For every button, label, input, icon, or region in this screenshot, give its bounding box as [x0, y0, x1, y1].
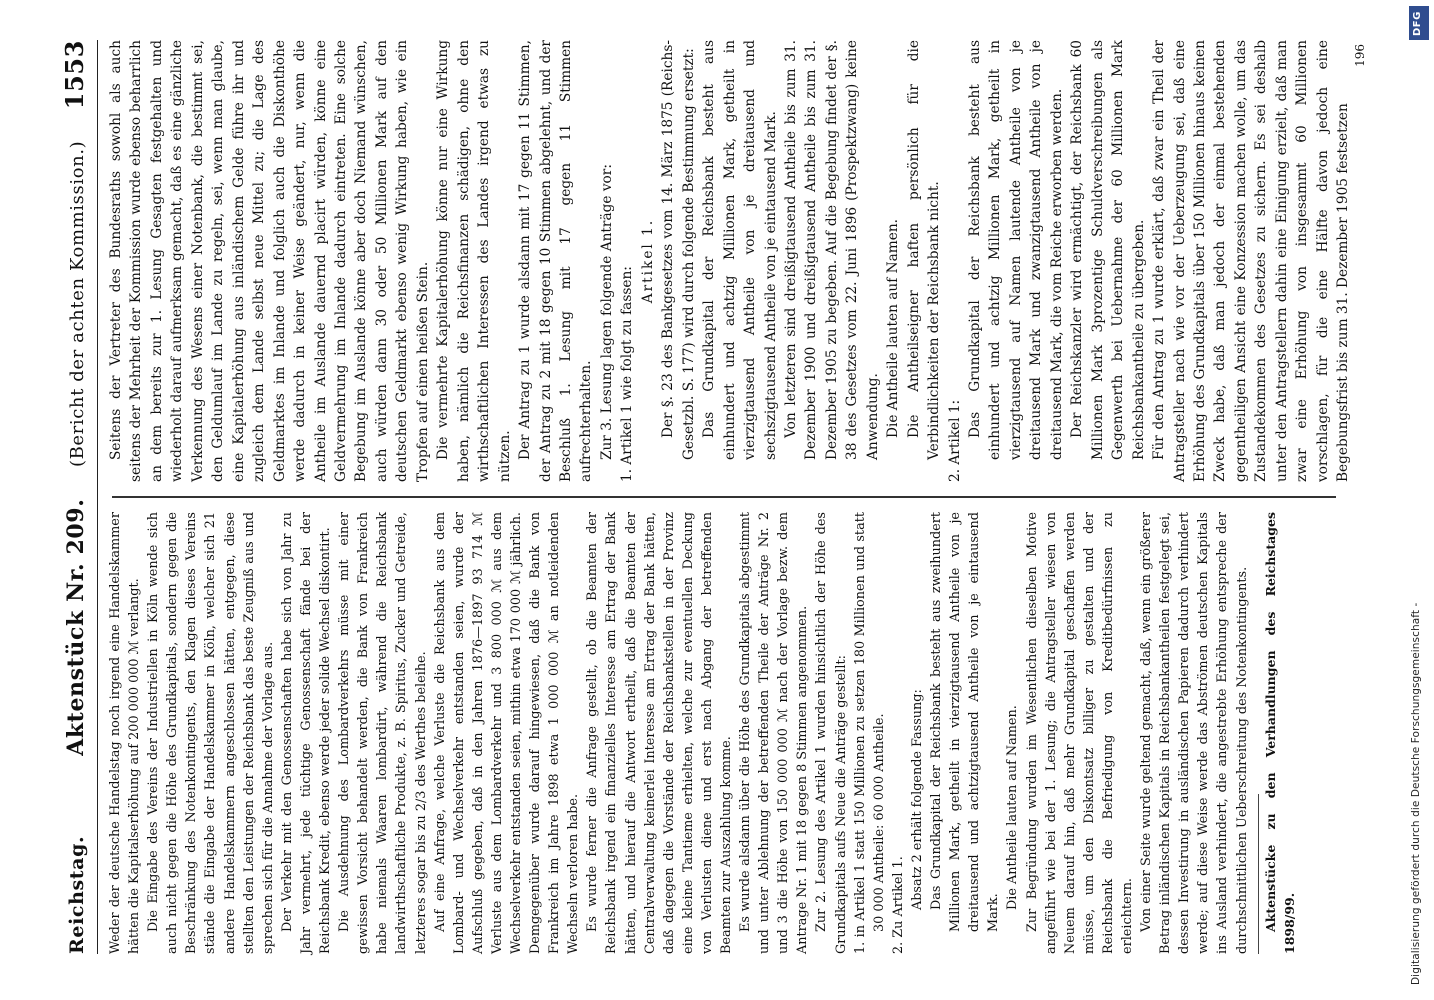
text-columns: [106, 40, 1376, 954]
left-paragraph: Es wurde ferner die Anfrage gestellt, ob die Beamten der Reichsbank irgend ein finanzielles Interesse am Ertrag der Bank hätten, und hierauf die Antwort ertheilt, daß die Beamten der Centralverwaltung keinerlei Interesse am Ertrag der Bank hätten, daß dagegen die Vorstände der Reichsbankstellen in der Provinz eine kleine Tantieme erhielten, welche zur eventuellen Deckung von Verlusten diene und erst nach Abgang der betreffenden Beamten zur Auszahlung komme.: [585, 512, 734, 954]
digitization-margin: [1402, 0, 1434, 1000]
left-sub-paragraph: Die Antheile lauten auf Namen.: [1005, 705, 1021, 910]
page-header: [60, 40, 98, 954]
right-sub-paragraph: Die Antheilseigner haften persönlich für die Verbindlichkeiten der Reichsbank nicht.: [905, 40, 943, 461]
right-list-item: 2. Artikel 1:: [946, 399, 963, 483]
header-left-name: Reichstag.: [66, 835, 88, 954]
left-paragraph: Der Verkehr mit den Genossenschaften habe sich von Jahr zu Jahr vermehrt, jede tüchtige Genossenschaft fände bei der Reichsbank Kredit, ebenso werde jeder solide Wechsel diskontirt.: [279, 512, 334, 954]
footnote-source: Aktenstücke zu den Verhandlungen des Reichstages 1898/99.: [1262, 512, 1297, 954]
left-paragraph: Es wurde alsdann über die Höhe des Grundkapitals abgestimmt und unter Ablehnung der betreffenden Theile der Anträge Nr. 2 und 3 die Höhe von 150 000 000 ℳ nach der Vorlage bezw. dem Antrage Nr. 1 mit 18 gegen 8 Stimmen angenommen.: [738, 512, 811, 954]
right-sub-paragraph: Das Grundkapital der Reichsbank besteht aus einhundert und achtzig Millionen Mark, getheilt in vierzigtausend auf Namen lautende Antheile von je dreitausend Mark und zwanzigtausend Antheile von je dreitausend Mark, die vom Reiche erworben werden.: [967, 40, 1065, 461]
right-sub-paragraph: Von letzteren sind dreißigtausend Antheile bis zum 31. Dezember 1900 und dreißigtausend Antheile bis zum 31. Dezember 1905 zu begeben. Auf die Begebung findet der §. 38 des Gesetzes vom 22. Juni 1896 (Prospektzwang) keine Anwendung.: [782, 40, 881, 461]
header-report-title: (Bericht der achten Kommission.): [67, 140, 88, 468]
left-paragraph: Zur 2. Lesung des Artikel 1 wurden hinsichtlich der Höhe des Grundkapitals aufs Neue die Anträge gestellt:: [814, 512, 849, 954]
left-list-item: 1. in Artikel 1 statt 150 Millionen zu setzen 180 Millionen und statt 30 000 Antheile: 60 000 Antheile.: [852, 512, 887, 954]
right-paragraph: Für den Antrag zu 1 wurde erklärt, daß zwar ein Theil der Antragsteller nach wie vor der Ueberzeugung sei, daß eine Erhöhung des Grundkapitals über 150 Millionen hinaus keinen Zweck habe, daß man jedoch der einmal bestehenden gegentheiligen Ansicht eine Konzession machen wolle, um das Zustandekommen des Gesetzes zu sichern. Es sei deshalb unter den Antragstellern dahin eine Einigung erzielt, daß man zwar eine Erhöhung von insgesammt 60 Millionen vorschlagen, für die eine Hälfte davon jedoch eine Begebungsfrist bis zum 31. Dezember 1905 festsetzen: [1151, 40, 1352, 483]
header-document-id: Aktenstück Nr. 209.: [63, 498, 89, 756]
right-sub-paragraph: Das Grundkapital der Reichsbank besteht aus einhundert und achtzig Millionen Mark, getheilt in vierzigtausend Antheile von je dreitausend und sechszigtausend Antheile von je eintausend Mark.: [701, 40, 779, 461]
left-paragraph: Die Ausdehnung des Lombardverkehrs müsse mit einer gewissen Vorsicht behandelt werden, die Bank von Frankreich habe niemals Waaren lombardirt, während die Reichsbank landwirthschaftliche Produkte, z. B. Spiritus, Zucker und Getreide, letzteres sogar bis zu 2/3 des Werthes beleihe.: [337, 512, 429, 954]
right-sub-paragraph: Die Antheile lauten auf Namen.: [885, 218, 902, 439]
right-paragraph: Seitens der Vertreter des Bundesraths sowohl als auch seitens der Mehrheit der Kommission wurde ebenso beharrlich an dem bereits zur 1. Lesung Gesagten festgehalten und wiederholt darauf aufmerksam gemacht, daß es eine gänzliche Verkennung des Wesens einer Notenbank, die bestimmt sei, den Geldumlauf im Lande zu regeln, sei, wenn man glaube, eine Kapitalerhöhung aus inländischem Gelde führe ihr und zugleich dem Lande selbst neue Mittel zu; die Lage des Geldmarktes im Inlande und folglich auch die Diskonthöhe werde dadurch in keiner Weise geändert, nur, wenn die Antheile im Auslande dauernd placirt würden, könne eine Geldvermehrung im Inlande dadurch eintreten. Eine solche Begebung im Auslande könne aber doch Niemand wünschen, auch würden dann 30 oder 50 Millionen Mark auf den deutschen Geldmarkt ebenso wenig Wirkung haben, wie ein Tropfen auf einen heißen Stein.: [108, 40, 431, 483]
right-column: [106, 40, 1376, 482]
left-sub-paragraph: Das Grundkapital der Reichsbank besteht aus zweihundert Millionen Mark, getheilt in vierzigtausend Antheile von je dreitausend und achtzigtausend Antheile von je eintausend Mark.: [929, 512, 1002, 932]
left-paragraph: Weder der deutsche Handelstag noch irgend eine Handelskammer hätten die Kapitalserhöhung auf 200 000 000 ℳ verlangt.: [108, 512, 143, 954]
left-list-item: 2. Zu Artikel 1.: [890, 856, 906, 954]
header-page-number: 1553: [60, 40, 89, 110]
right-sub-paragraph: Der §. 23 des Bankgesetzes vom 14. März 1875 (Reichs-Gesetzbl. S. 177) wird durch folgende Bestimmung ersetzt:: [660, 40, 697, 461]
left-paragraph: Zur Begründung wurden im Wesentlichen dieselben Motive angeführt wie bei der 1. Lesung; die Antragsteller wiesen von Neuem darauf hin, daß mehr Grundkapital geschaffen werden müsse, um den Diskontsatz billiger zu gestalten und der Reichsbank die Befriedigung von Kreditbedürfnissen zu erleichtern.: [1024, 512, 1135, 954]
left-paragraph: Auf eine Anfrage, welche Verluste die Reichsbank aus dem Lombard- und Wechselverkehr entstanden seien, wurde der Aufschluß gegeben, daß in den Jahren 1876—1897 93 714 ℳ Verluste aus dem Lombardverkehr und 3 800 000 ℳ aus dem Wechselverkehr entstanden seien, mithin etwa 170 000 ℳ jährlich. Demgegenüber wurde darauf hingewiesen, daß die Bank von Frankreich im Jahre 1898 etwa 1 000 000 ℳ an notleidenden Wechseln verloren habe.: [432, 512, 582, 954]
right-paragraph: Der Antrag zu 1 wurde alsdann mit 17 gegen 11 Stimmen, der Antrag zu 2 mit 18 gegen 10 Stimmen abgelehnt, und der Beschluß 1. Lesung mit 17 gegen 11 Stimmen aufrechterhalten.: [517, 40, 595, 483]
digitization-credit: Digitalisierung gefördert durch die Deutsche Forschungsgemeinschaft -: [1410, 602, 1422, 985]
left-sub-paragraph: Absatz 2 erhält folgende Fassung:: [909, 689, 925, 910]
column-divider: [112, 496, 1336, 497]
dfg-logo-text: DFG: [1412, 11, 1423, 36]
right-list-item: 1. Artikel 1 wie folgt zu fassen:: [619, 266, 636, 483]
sheet-number: 196: [1352, 44, 1367, 67]
footnote-rule: [1258, 794, 1259, 954]
left-paragraph: Von einer Seite wurde geltend gemacht, daß, wenn ein größerer Betrag inländischen Kapitals in Reichsbankantheilen festgelegt sei, dessen Investirung in ausländischen Papieren dadurch verhindert werde; auf diese Weise werde das Abströmen deutschen Kapitals ins Ausland verhindert, die angestrebte Erhöhung entspreche der durchschnittlichen Ueberschreitung des Notenkontingents.: [1139, 512, 1250, 954]
dfg-logo: [1409, 6, 1429, 40]
right-sub-paragraph: Der Reichskanzler wird ermächtigt, der Reichsbank 60 Millionen Mark 3prozentige Schuldverschreibungen als Gegenwerth bei Uebernahme der 60 Millionen Mark Reichsbankantheile zu übergeben.: [1069, 40, 1147, 461]
left-column: [106, 512, 1376, 954]
right-paragraph: Die vermehrte Kapitalerhöhung könne nur eine Wirkung haben, nämlich die Reichsfinanzen schädigen, ohne den wirthschaftlichen Interessen des Landes irgend etwas zu nützen.: [435, 40, 513, 483]
document-page: [40, 0, 1420, 1000]
right-paragraph: Zur 3. Lesung lagen folgende Anträge vor:: [598, 164, 615, 461]
article-heading: Artikel 1.: [639, 218, 656, 304]
left-paragraph: Die Eingabe des Vereins der Industriellen in Köln wende sich auch nicht gegen die Höhe des Grundkapitals, sondern gegen die Beschränkung des Notenkontingents, den Klagen dieses Vereins stände die Eingabe der Handelskammer in Köln, welcher sich 21 andere Handelskammern angeschlossen hätten, entgegen, diese stellten den Leistungen der Reichsbank das beste Zeugniß aus und sprechen sich für die Annahme der Vorlage aus.: [146, 512, 276, 954]
